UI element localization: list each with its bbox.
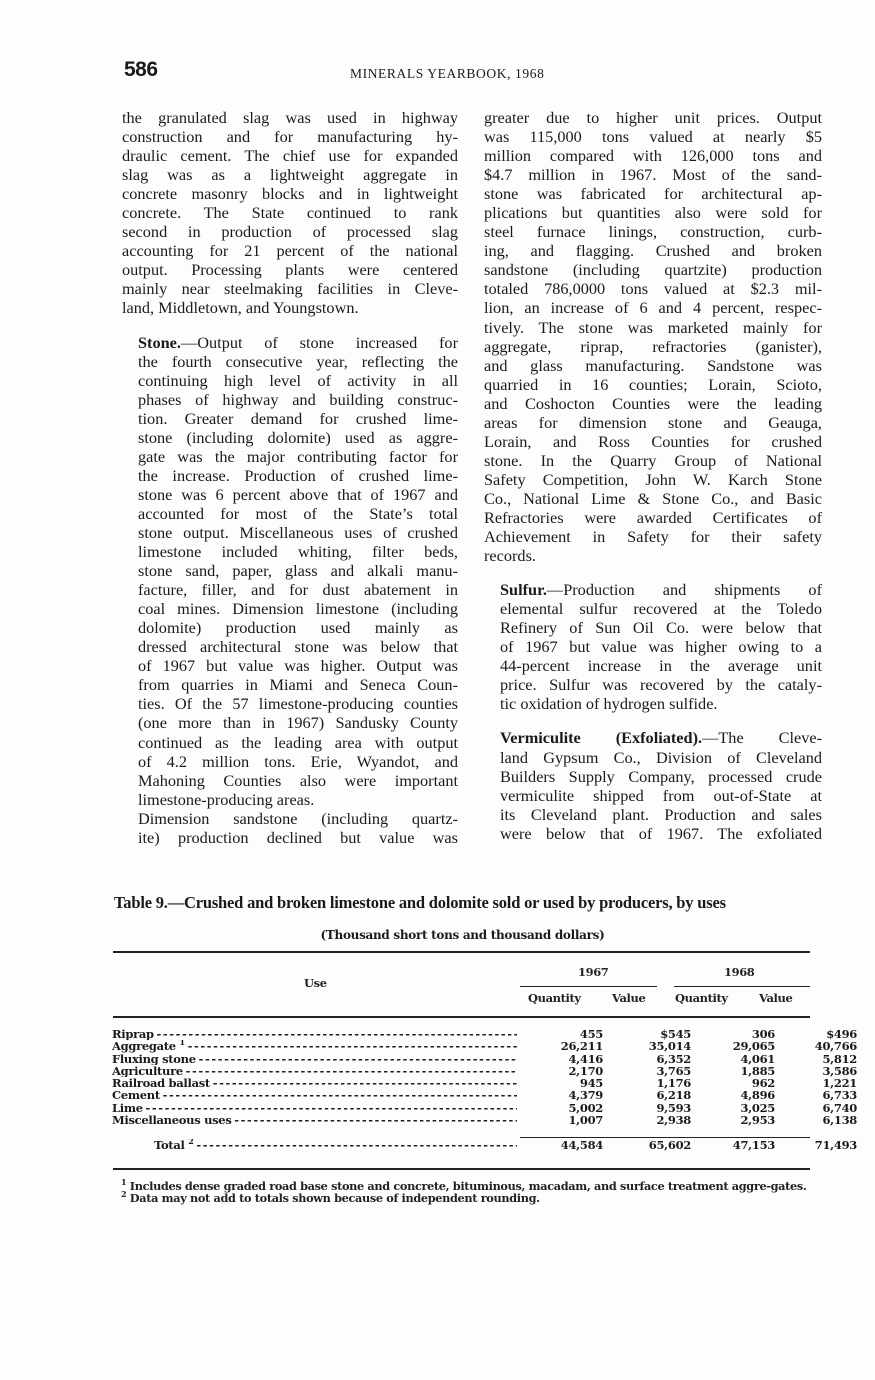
value-1967: 6,218 [656,1088,691,1103]
text-line: areas for dimension stone and Geauga, [484,412,822,432]
header-value-1967: Value [612,991,646,1005]
value-1968: 71,493 [814,1138,857,1153]
text-line: accounting for 21 percent of the national [122,241,458,261]
text-line: facture, filler, and for dust abatement in [138,580,458,600]
quantity-1967: 945 [579,1076,603,1091]
text-line: lion, an increase of 6 and 4 percent, respec- [484,298,822,318]
quantity-1967: 44,584 [560,1138,603,1153]
text-line: ing, and flagging. Crushed and broken [484,241,822,261]
text-line: ite) production declined but value was [138,827,458,847]
right-text-column [484,108,822,843]
running-head: MINERALS YEARBOOK, 1968 [350,66,545,81]
text-line: its Cleveland plant. Production and sales [500,804,822,824]
text-line: dressed architectural stone was below that [138,637,458,657]
row-label: Miscellaneous uses - - - [112,1114,517,1126]
text-line [122,333,458,352]
text-fragment: —The Cleve- [702,728,822,748]
quantity-1967: 4,416 [568,1051,603,1066]
text-line [484,728,822,747]
quantity-1967: 2,170 [568,1063,603,1078]
text-line: ties. Of the 57 limestone-producing counties [138,694,458,714]
value-1967: 6,352 [656,1051,691,1066]
text-line: Co., National Lime & Stone Co., and Basic [484,488,822,508]
footnote-text: Includes dense graded road base stone and concrete, bituminous, macadam, and surface treatment aggre-gates. [126,1179,807,1193]
quantity-1968: 47,153 [732,1138,775,1153]
text-line: concrete masonry blocks and in lightweight [122,184,458,204]
quantity-1967: 26,211 [560,1039,603,1054]
text-line: phases of highway and building construc- [138,389,458,409]
header-year-1967: 1967 [578,965,609,979]
quantity-1968: 4,061 [740,1051,775,1066]
quantity-1968: 29,065 [732,1039,775,1054]
quantity-1968: 306 [751,1027,775,1041]
text-line: gate was the major contributing factor for [138,446,458,466]
row-label: Railroad ballast - - - [112,1077,517,1089]
text-line: million compared with 126,000 tons and [484,146,822,166]
text-line: land Gypsum Co., Division of Cleveland [500,747,822,767]
text-line: dolomite) production used mainly as [138,618,458,638]
text-line: 44-percent increase in the average unit [500,656,822,676]
footnote-2 [115,1189,815,1205]
text-line: coal mines. Dimension limestone (including [138,599,458,619]
text-line: tively. The stone was marketed mainly for [484,317,822,337]
row-label: Total $^2$ - - - [112,1139,517,1151]
text-line: land, Middletown, and Youngstown. [122,298,359,318]
text-line: and Coshocton Counties were the leading [484,393,822,413]
value-1968: 1,221 [822,1076,857,1091]
text-line: stone (including dolomite) used as aggre- [138,427,458,447]
header-year-1968: 1968 [724,965,755,979]
paragraph-stone [122,333,458,809]
paragraph-vermiculite [484,728,822,842]
total-rule [520,1137,810,1138]
row-label: Fluxing stone - - - [112,1053,517,1065]
text-fragment: —Output of stone increased for [180,332,458,352]
text-line: the fourth consecutive year, reflecting the [138,351,458,371]
paragraph-sulfur [484,580,822,713]
table-row [112,1063,857,1078]
text-line: elemental sulfur recovered at the Toledo [500,599,822,619]
quantity-1968: 3,025 [740,1100,775,1115]
text-line: construction and for manufacturing hy- [122,127,458,147]
value-1968: 3,586 [822,1063,857,1078]
quantity-1967: 4,379 [568,1088,603,1103]
text-line: Dimension sandstone (including quartz- [138,808,458,828]
table-row [112,1027,857,1041]
text-line: continued as the leading area with output [138,732,458,752]
value-1968: 6,733 [822,1088,857,1103]
quantity-1967: 455 [579,1027,603,1041]
quantity-1967: 1,007 [568,1113,603,1128]
text-line: quarried in 16 counties; Lorain, Scioto, [484,374,822,394]
text-line: and glass manufacturing. Sandstone was [484,355,822,375]
text-line: stone. In the Quarry Group of National [484,450,822,470]
value-1968: 6,138 [822,1113,857,1128]
value-1967: 35,014 [648,1039,691,1054]
row-label: Lime - - - [112,1102,517,1114]
text-line: Mahoning Counties also were important [138,770,458,790]
table-footnotes [115,1177,815,1205]
text-line: continuing high level of activity in all [138,370,458,390]
table-bottom-rule [113,1168,810,1170]
text-line: concrete. The State continued to rank [122,203,458,223]
text-line: tic oxidation of hydrogen sulfide. [500,694,718,714]
table-row [112,1113,857,1128]
footnote-mark: 1 [121,1177,127,1187]
value-1968: 6,740 [822,1100,857,1115]
quantity-1968: 1,885 [740,1063,775,1078]
rule-1967 [520,986,657,987]
value-1967: $545 [660,1027,691,1041]
text-line: Safety Competition, John W. Karch Stone [484,469,822,489]
text-line: Refinery of Sun Oil Co. were below that [500,618,822,638]
header-quantity-1967: Quantity [528,991,581,1005]
left-text-column [122,108,458,847]
value-1967: 1,176 [656,1076,691,1091]
text-line: (one more than in 1967) Sandusky County [138,713,458,733]
paragraph-sandstone [484,108,822,565]
section-heading: Stone. [138,332,181,352]
table-row [112,1100,857,1115]
section-heading: Vermiculite (Exfoliated). [500,728,703,748]
text-line: stone sand, paper, glass and alkali manu- [138,561,458,581]
text-line: Achievement in Safety for their safety [484,527,822,547]
text-line: accounted for most of the State’s total [138,503,458,523]
table-row [112,1088,857,1103]
text-line: the granulated slag was used in highway [122,108,458,127]
text-fragment: —Production and shipments of [546,580,822,600]
header-bottom-rule [113,1016,810,1018]
header-use: Use [304,976,327,990]
footnote-mark: 2 [121,1189,127,1199]
table-title: Table 9.—Crushed and broken limestone and dolomite sold or used by producers, by uses [114,893,726,912]
value-1967: 65,602 [648,1138,691,1153]
text-line: the increase. Production of crushed lime- [138,465,458,485]
text-line: of 1967 but value was higher. Output was [138,656,458,676]
text-line: $4.7 million in 1967. Most of the sand- [484,165,822,185]
text-line: greater due to higher unit prices. Output [484,108,822,127]
page-number: 586 [124,58,158,81]
header-quantity-1968: Quantity [675,991,728,1005]
row-label: Riprap - - - [112,1028,517,1040]
quantity-1968: 2,953 [740,1113,775,1128]
value-1967: 9,593 [656,1100,691,1115]
table-row [112,1039,857,1054]
value-1967: 3,765 [656,1063,691,1078]
text-line: Refractories were awarded Certificates of [484,507,822,527]
text-line: slag was as a lightweight aggregate in [122,165,458,185]
text-line: steel furnace linings, construction, curb- [484,222,822,242]
footnote-ref: 1 [179,1040,185,1048]
text-line: sandstone (including quartzite) production [484,260,822,280]
text-line: were below that of 1967. The exfoliated [500,823,822,843]
text-line: vermiculite shipped from out-of-State at [500,785,822,805]
row-label: Aggregate $^1$ - - - [112,1040,517,1052]
text-line: draulic cement. The chief use for expanded [122,146,458,166]
text-line: plications but quantities also were sold for [484,203,822,223]
paragraph-dimension-sandstone [122,809,458,847]
quantity-1968: 4,896 [740,1088,775,1103]
value-1967: 2,938 [656,1113,691,1128]
row-label: Cement - - - [112,1089,517,1101]
text-line: was 115,000 tons valued at nearly $5 [484,127,822,147]
text-line: Builders Supply Company, processed crude [500,766,822,786]
footnote-text: Data may not add to totals shown because of independent rounding. [126,1191,540,1205]
table-top-rule [113,951,810,953]
text-line: limestone included whiting, filter beds, [138,542,458,562]
table-row [112,1051,857,1066]
text-line: Lorain, and Ross Counties for crushed [484,431,822,451]
quantity-1968: 962 [751,1076,775,1091]
table-row [112,1076,857,1091]
text-line: stone output. Miscellaneous uses of crushed [138,522,458,542]
paragraph-slag [122,108,458,318]
value-1968: 5,812 [822,1051,857,1066]
value-1968: 40,766 [814,1039,857,1054]
text-line: stone was fabricated for architectural ap- [484,184,822,204]
text-line: aggregate, riprap, refractories (ganister), [484,336,822,356]
rule-1968 [674,986,810,987]
text-line: tion. Greater demand for crushed lime- [138,408,458,428]
text-line: output. Processing plants were centered [122,260,458,280]
text-line [484,580,822,599]
text-line: mainly near steelmaking facilities in Cleve- [122,279,458,299]
header-value-1968: Value [759,991,793,1005]
table-body [112,1027,857,1153]
text-line: second in production of processed slag [122,222,458,242]
footnote-ref: 2 [188,1139,194,1147]
row-label: Agriculture - - - [112,1065,517,1077]
section-heading: Sulfur. [500,580,547,600]
text-line: of 1967 but value was higher owing to a [500,637,822,657]
text-line: from quarries in Miami and Seneca Coun- [138,675,458,695]
quantity-1967: 5,002 [568,1100,603,1115]
text-line: limestone-producing areas. [138,789,315,809]
text-line: of 4.2 million tons. Erie, Wyandot, and [138,751,458,771]
text-line: stone was 6 percent above that of 1967 and [138,484,458,504]
table-subtitle: (Thousand short tons and thousand dollars) [320,928,605,942]
text-line: records. [484,546,536,566]
table-total-row [112,1138,857,1153]
text-line: price. Sulfur was recovered by the cataly- [500,675,822,695]
text-line: totaled 786,0000 tons valued at $2.3 mil- [484,279,822,299]
value-1968: $496 [826,1027,857,1041]
